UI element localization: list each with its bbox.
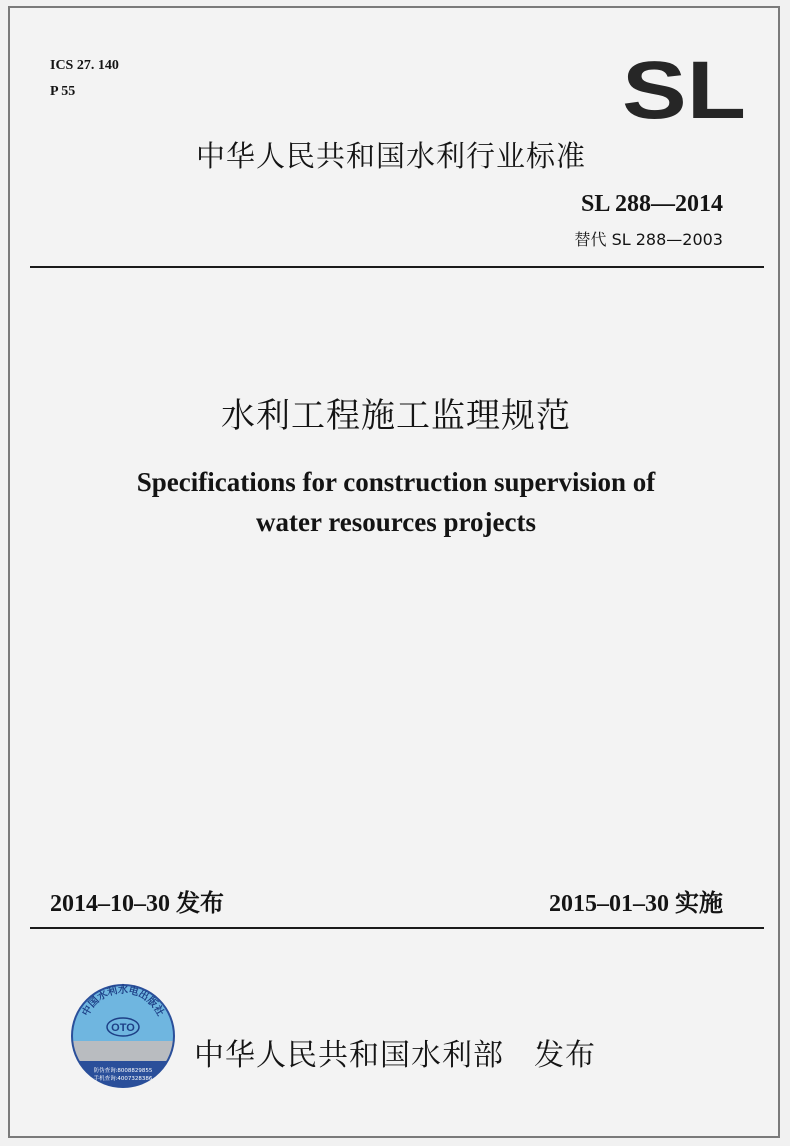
publisher-line xyxy=(194,1030,596,1074)
implementation-date-value: 2015–01–30 xyxy=(549,891,669,917)
seal-line1: 防伪查询:8008829855 xyxy=(93,1068,153,1074)
seal-line2: 手机查询:4007328386 xyxy=(93,1076,153,1082)
issue-date-label: 发布 xyxy=(176,889,224,917)
publisher-action: 发布 xyxy=(534,1038,596,1073)
chinese-title: 水利工程施工监理规范 xyxy=(221,396,571,436)
seal-ring-text: 中国水利水电出版社 xyxy=(80,985,166,1019)
anti-counterfeit-seal xyxy=(70,983,176,1089)
issue-date-value: 2014–10–30 xyxy=(50,891,170,917)
implementation-date-label: 实施 xyxy=(675,889,723,917)
sl-logo-text: SL xyxy=(622,50,746,124)
top-divider xyxy=(30,266,764,268)
replaces-standard: 替代 SL 288—2003 xyxy=(574,230,723,249)
publisher-name: 中华人民共和国水利部 xyxy=(194,1038,504,1073)
english-title-line1: Specifications for construction supervision of xyxy=(136,467,656,497)
bottom-divider xyxy=(30,927,764,929)
implementation-date xyxy=(549,883,723,918)
english-title xyxy=(10,462,782,542)
standard-number: SL 288—2014 xyxy=(580,191,723,217)
issue-date xyxy=(50,883,224,918)
seal-center-text: OTO xyxy=(111,1022,135,1034)
sl-logo xyxy=(620,50,748,124)
english-title-line2: water resources projects xyxy=(256,507,536,537)
cover-page xyxy=(8,6,780,1138)
ics-code: ICS 27. 140 xyxy=(50,58,119,73)
p-code: P 55 xyxy=(50,84,76,99)
industry-standard-title: 中华人民共和国水利行业标准 xyxy=(196,139,587,173)
